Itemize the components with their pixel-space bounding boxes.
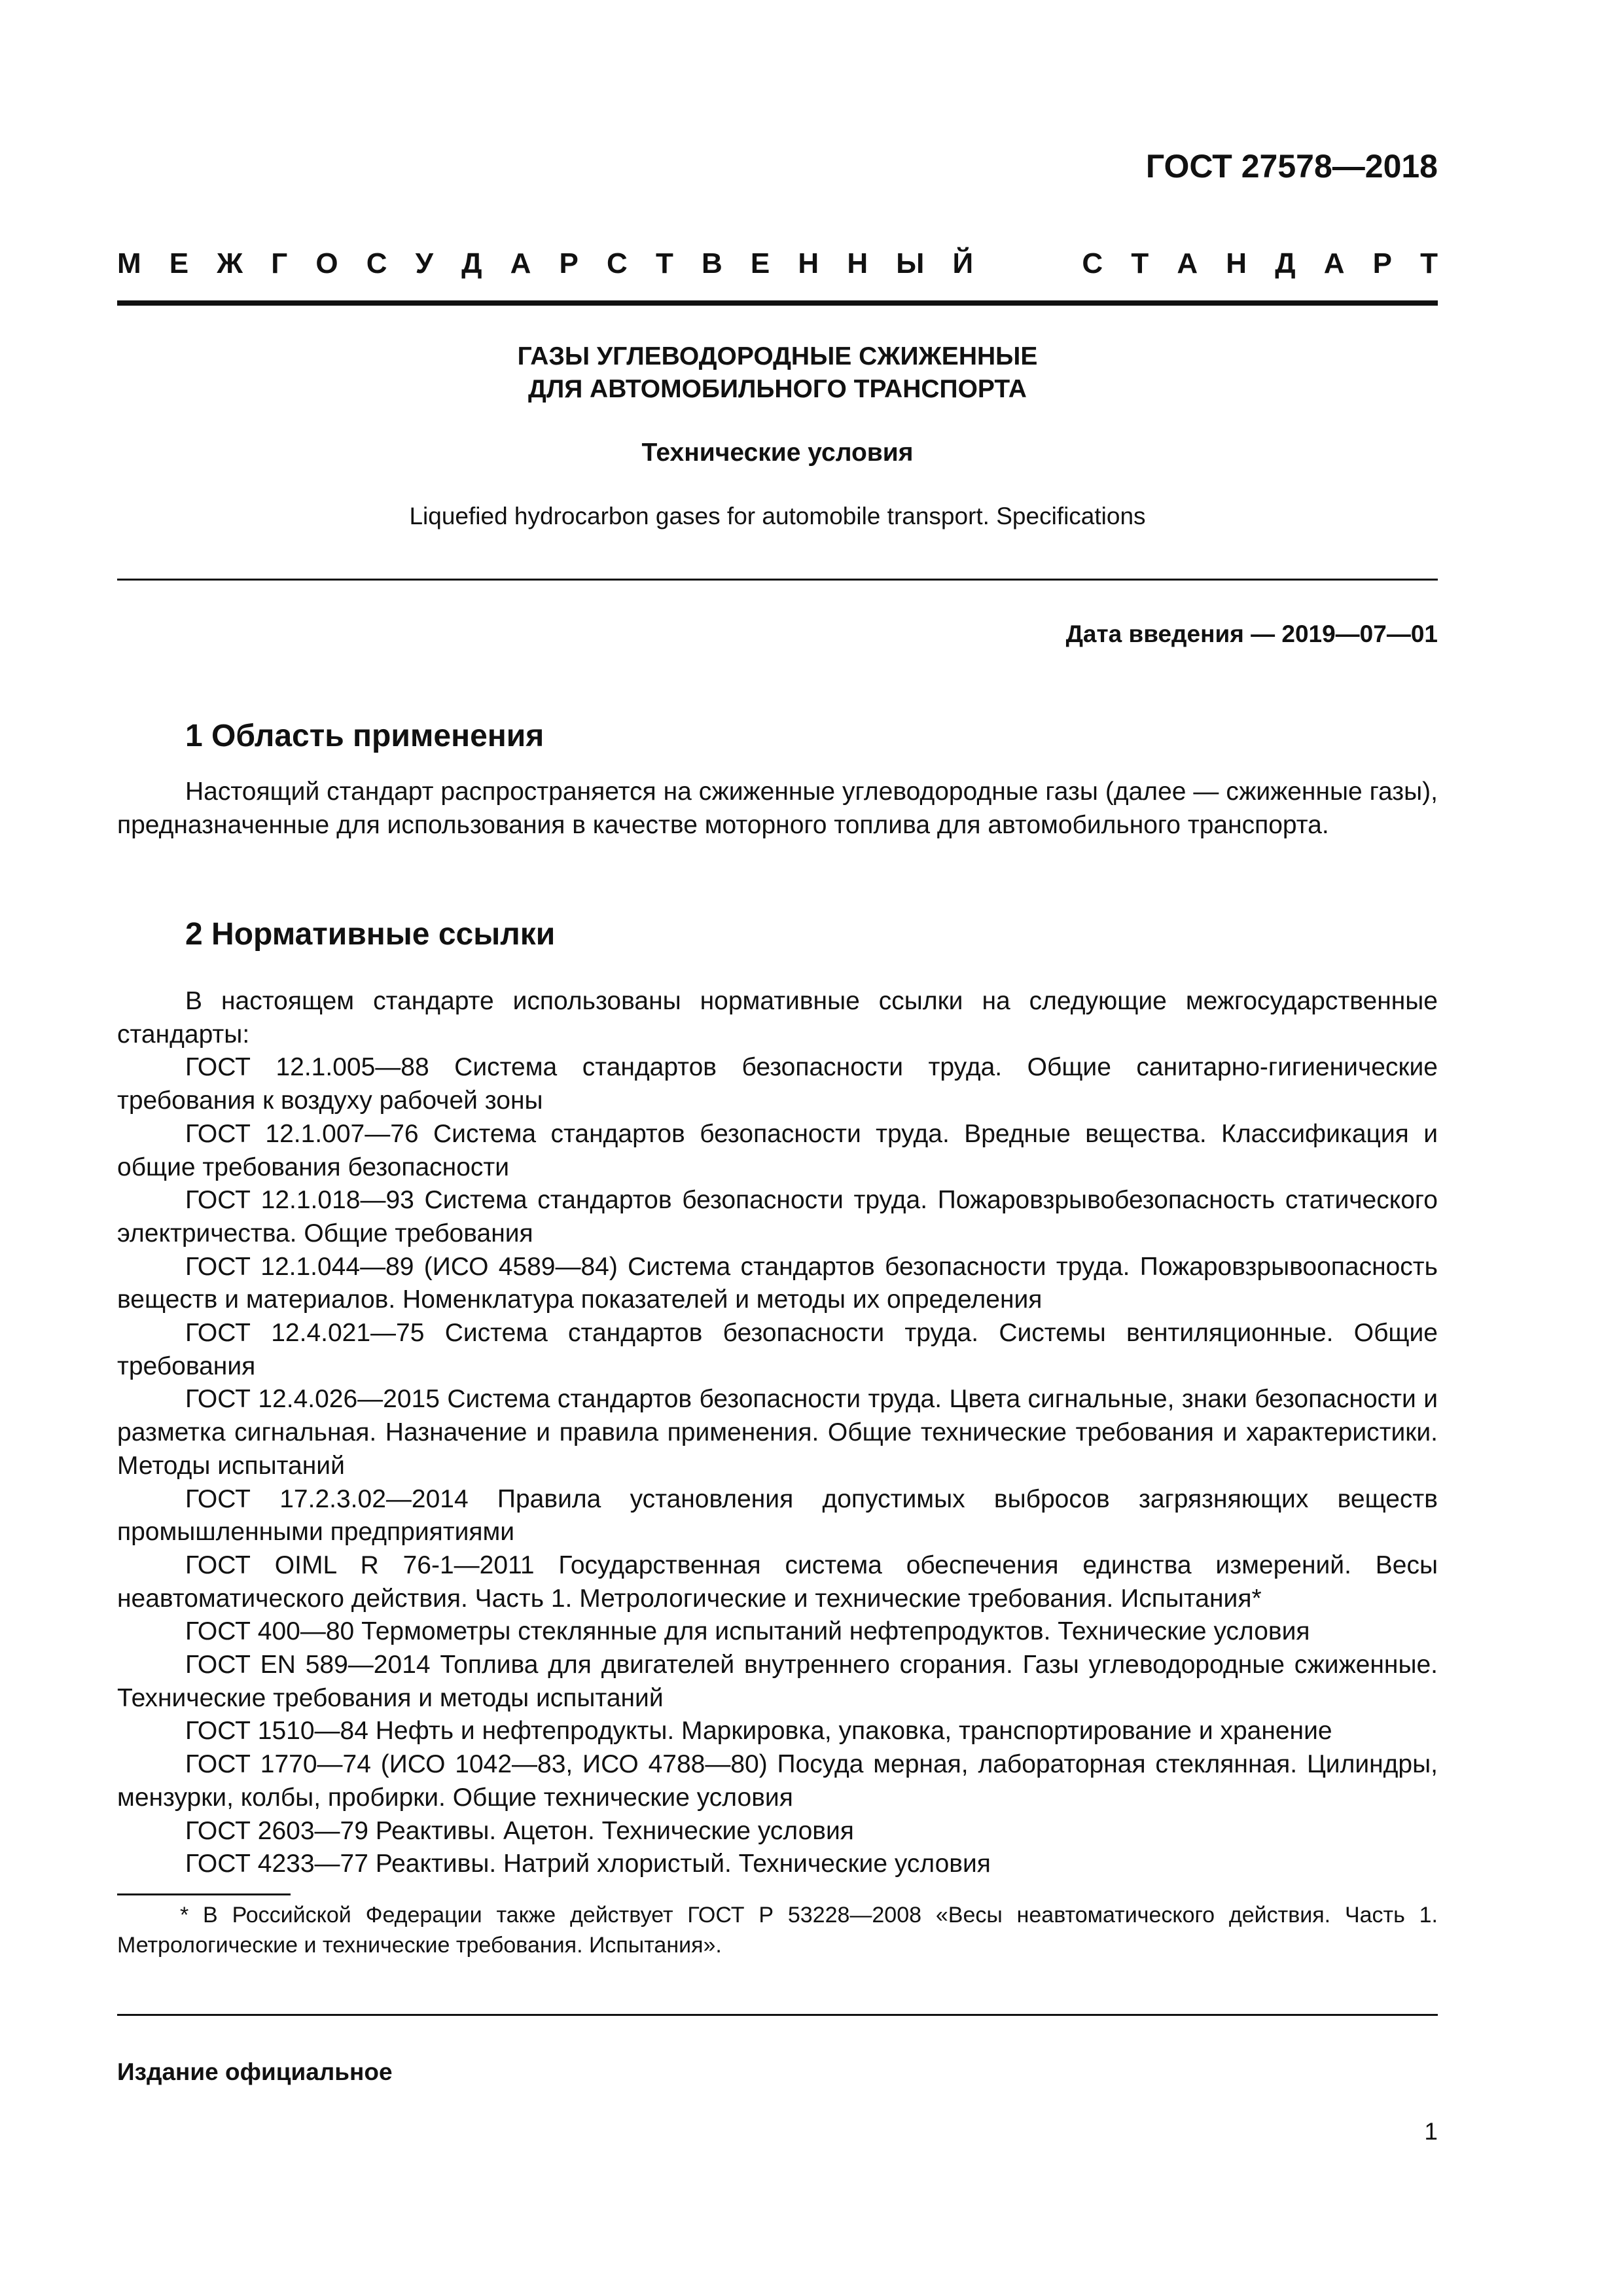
document-subtitle: Технические условия: [641, 439, 914, 467]
category-letter: С: [607, 247, 628, 279]
title-line-2: ДЛЯ АВТОМОБИЛЬНОГО ТРАНСПОРТА: [528, 375, 1027, 403]
category-letter: Р: [1372, 247, 1392, 279]
category-letter: Ы: [896, 247, 925, 279]
category-letter: Т: [1420, 247, 1438, 279]
introduction-date: Дата введения — 2019—07—01: [1065, 620, 1438, 647]
reference-item: ГОСТ 2603—79 Реактивы. Ацетон. Технические условия: [185, 1816, 854, 1845]
title-rule: [117, 579, 1438, 581]
reference-item: ГОСТ 12.4.021—75 Система стандартов безопасности труда. Системы вентиляционные. Общие требования: [117, 1319, 1438, 1380]
reference-item: ГОСТ EN 589—2014 Топлива для двигателей внутреннего сгорания. Газы углеводородные сжиженные. Технические требования и методы испытаний: [117, 1651, 1438, 1712]
section-2-heading: 2 Нормативные ссылки: [185, 917, 556, 952]
header-rule: [117, 300, 1438, 306]
reference-item: ГОСТ 4233—77 Реактивы. Натрий хлористый. Технические условия: [185, 1850, 991, 1878]
category-letter: В: [702, 247, 722, 279]
category-letter: Т: [1131, 247, 1149, 279]
category-letter: Е: [169, 247, 189, 279]
standard-category: [117, 247, 1438, 280]
reference-item: ГОСТ 1510—84 Нефть и нефтепродукты. Маркировка, упаковка, транспортирование и хранение: [185, 1717, 1332, 1746]
category-letter: Е: [750, 247, 770, 279]
category-letter: Н: [847, 247, 868, 279]
reference-item: ГОСТ OIML R 76-1—2011 Государственная система обеспечения единства измерений. Весы неавтоматического действия. Часть 1. Метрологические и технические требования. Испытания*: [117, 1551, 1438, 1613]
footnote: * В Российской Федерации также действует ГОСТ Р 53228—2008 «Весы неавтоматического действия. Часть 1. Метрологические и технические требования. Испытания».: [117, 1903, 1438, 1958]
edition-label: Издание официальное: [117, 2058, 393, 2085]
page-number: 1: [1424, 2118, 1438, 2145]
reference-item: ГОСТ 1770—74 (ИСО 1042—83, ИСО 4788—80) Посуда мерная, лабораторная стеклянная. Цилиндры, мензурки, колбы, пробирки. Общие технические условия: [117, 1750, 1438, 1812]
reference-item: ГОСТ 12.1.044—89 (ИСО 4589—84) Система стандартов безопасности труда. Пожаровзрывоопасность веществ и материалов. Номенклатура показателей и методы их определения: [117, 1252, 1438, 1314]
category-letter: С: [366, 247, 387, 279]
footer-rule: [117, 2014, 1438, 2016]
section-1-text: Настоящий стандарт распространяется на сжиженные углеводородные газы (далее — сжиженные газы), предназначенные для использования в качестве моторного топлива для автомобильного транспорта.: [117, 778, 1438, 839]
category-letter: Д: [461, 247, 482, 279]
english-title: Liquefied hydrocarbon gases for automobile transport. Specifications: [409, 503, 1146, 529]
reference-item: ГОСТ 12.4.026—2015 Система стандартов безопасности труда. Цвета сигнальные, знаки безопасности и разметка сигнальная. Назначение и правила применения. Общие технические требования и характеристики. Методы испытаний: [117, 1385, 1438, 1480]
category-letter: Н: [798, 247, 819, 279]
category-letter: Н: [1226, 247, 1247, 279]
gost-number: ГОСТ 27578—2018: [1145, 148, 1438, 185]
category-letter: С: [1082, 247, 1103, 279]
category-letter: А: [1177, 247, 1198, 279]
reference-item: ГОСТ 17.2.3.02—2014 Правила установления допустимых выбросов загрязняющих веществ промышленными предприятиями: [117, 1484, 1438, 1547]
category-letter: У: [415, 247, 433, 279]
reference-item: ГОСТ 12.1.005—88 Система стандартов безопасности труда. Общие санитарно-гигиенические требования к воздуху рабочей зоны: [117, 1053, 1438, 1115]
footnote-rule: [117, 1893, 291, 1895]
category-letter: А: [1323, 247, 1345, 279]
category-letter: Й: [952, 247, 974, 279]
document-title: [117, 340, 1438, 406]
category-letter: Ж: [217, 247, 243, 279]
category-letter: А: [510, 247, 531, 279]
title-line-1: ГАЗЫ УГЛЕВОДОРОДНЫЕ СЖИЖЕННЫЕ: [517, 342, 1038, 370]
references-intro: В настоящем стандарте использованы нормативные ссылки на следующие межгосударственные стандарты:: [117, 987, 1438, 1049]
category-letter: Д: [1275, 247, 1296, 279]
section-1-heading: 1 Область применения: [185, 719, 544, 753]
reference-item: ГОСТ 12.1.018—93 Система стандартов безопасности труда. Пожаровзрывобезопасность статического электричества. Общие требования: [117, 1186, 1438, 1247]
references-list: [117, 985, 1438, 1881]
category-letter: Р: [559, 247, 579, 279]
reference-item: ГОСТ 12.1.007—76 Система стандартов безопасности труда. Вредные вещества. Классификация и общие требования безопасности: [117, 1119, 1438, 1181]
category-letter: М: [117, 247, 141, 279]
category-letter: О: [315, 247, 338, 279]
category-letter: Г: [271, 247, 288, 279]
reference-item: ГОСТ 400—80 Термометры стеклянные для испытаний нефтепродуктов. Технические условия: [185, 1617, 1310, 1646]
category-letter: Т: [655, 247, 673, 279]
